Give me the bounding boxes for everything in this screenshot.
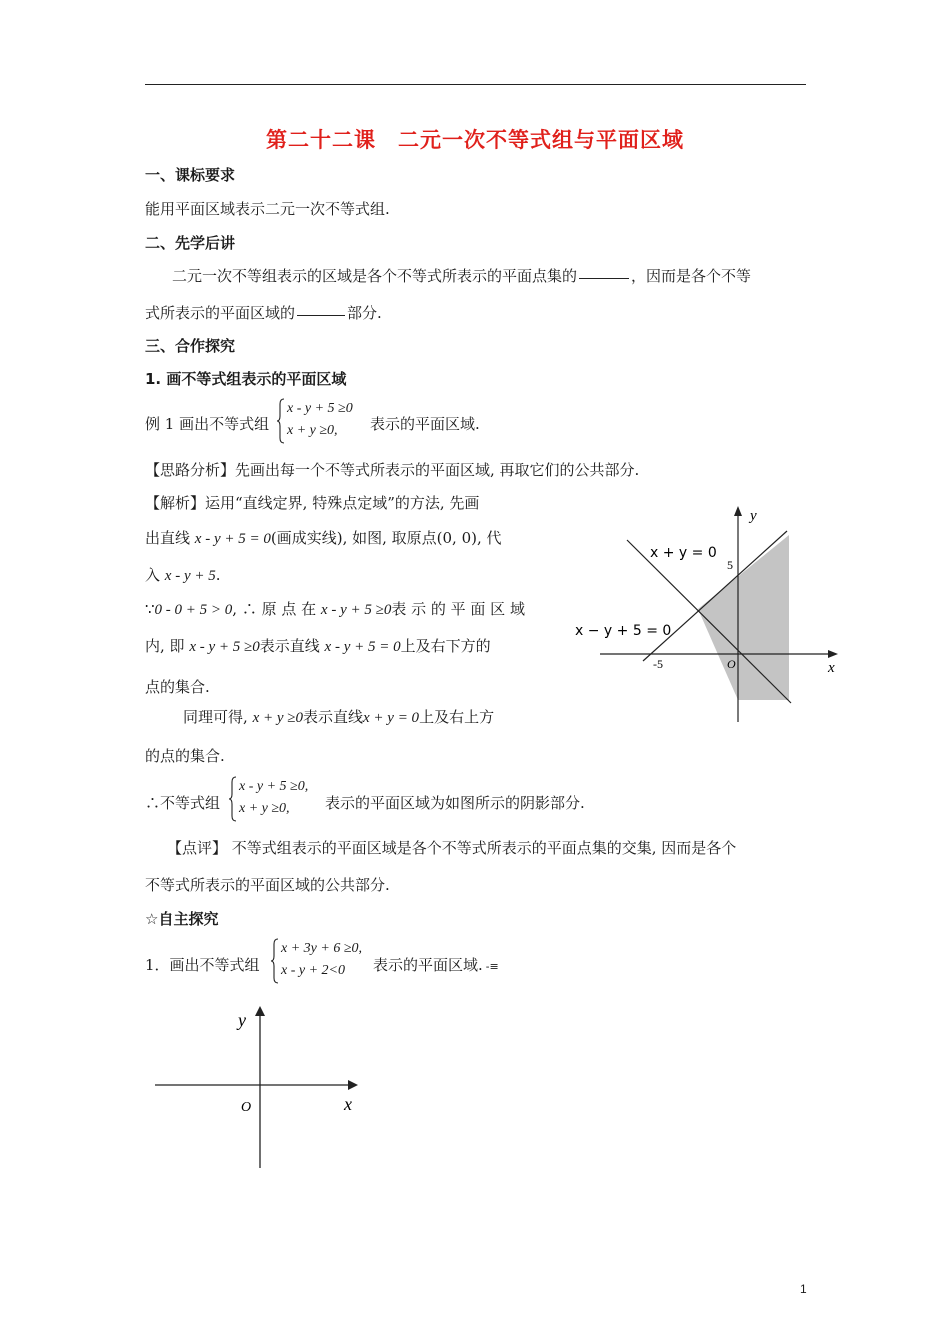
fig2-origin-label: O: [241, 1100, 252, 1115]
sol4-c: 表 示 的 平 面 区 域: [391, 600, 525, 618]
sol-line-3: [145, 564, 221, 585]
sol-line-7: [183, 706, 494, 727]
concl-prefix: ∴不等式组: [145, 794, 221, 812]
section-heading-1: 一、课标要求: [145, 166, 236, 184]
q1-suffix: [373, 954, 499, 975]
sol4-a: ∵: [145, 600, 155, 618]
fig1-line1-label: x + y = 0: [650, 545, 717, 561]
sol4-eq: 0 - 0 + 5 > 0: [154, 602, 233, 618]
ex1-brace: [276, 398, 286, 444]
ex1-suffix: 表示的平面区域.: [370, 415, 480, 433]
ex1-system: [287, 398, 353, 442]
q1-brace: [270, 938, 280, 984]
fig2-x-arrow: [348, 1080, 358, 1090]
figure-2-axes[interactable]: [150, 1000, 370, 1175]
review-line-2: 不等式所表示的平面区域的公共部分.: [145, 876, 390, 894]
ex1-prefix: 例 1 画出不等式组: [145, 415, 270, 433]
ex1-ineq-1: x - y + 5 ≥0: [287, 401, 353, 416]
sol2-b: (画成实线), 如图, 取原点(0, 0), 代: [270, 529, 502, 547]
figure-1: [570, 500, 840, 725]
q1-suffix-text: 表示的平面区域.: [373, 956, 483, 974]
s2-line1-a: 二元一次不等组表示的区域是各个不等式所表示的平面点集的: [172, 267, 578, 285]
s2-line1: [172, 265, 751, 286]
header-rule: [145, 84, 806, 85]
section-heading-3: 三、合作探究: [145, 337, 236, 355]
sol7-c: 上及右上方: [419, 708, 495, 726]
ex1-ineq-2: x + y ≥0,: [287, 423, 338, 438]
fig1-origin-label: O: [727, 657, 736, 671]
s2-line2-b: 部分.: [347, 304, 382, 322]
concl-ineq-1: x - y + 5 ≥0,: [239, 779, 309, 794]
fig1-y-arrow: [734, 506, 742, 516]
s2-line2: [145, 302, 382, 323]
sol-line-4: [145, 598, 525, 619]
sol-line-1: 【解析】运用“直线定界, 特殊点定域”的方法, 先画: [145, 494, 480, 512]
q1-ineq-1: x + 3y + 6 ≥0,: [281, 941, 363, 956]
fig2-y-label: y: [238, 1010, 246, 1030]
q1-mark: -≡: [485, 960, 499, 973]
sol5-eq: x - y + 5 ≥0: [189, 639, 260, 655]
sol4-b: , ∴ 原 点 在: [232, 600, 317, 618]
concl-system: [239, 776, 308, 820]
sol3-eq: x - y + 5: [164, 568, 216, 584]
fig1-tick-minus5: -5: [653, 657, 663, 671]
fig1-x-label: x: [828, 660, 835, 676]
concl-suffix: 表示的平面区域为如图所示的阴影部分.: [325, 794, 585, 812]
blank-2[interactable]: [297, 314, 345, 316]
sol7-a: 同理可得,: [183, 708, 248, 726]
sol2-eq: x - y + 5 = 0: [194, 531, 271, 547]
concl-ineq-2: x + y ≥0,: [239, 801, 290, 816]
sol-line-6: 点的集合.: [145, 678, 210, 696]
q1-system: [281, 938, 362, 982]
q1-ineq-2: x - y + 2<0: [281, 963, 345, 978]
fig1-x-arrow: [828, 650, 838, 658]
sol5-a: 内, 即: [145, 637, 185, 655]
page-title: 第二十二课 二元一次不等式组与平面区域: [266, 128, 684, 152]
s1-text: 能用平面区域表示二元一次不等式组.: [145, 200, 390, 218]
self-heading: ☆自主探究: [145, 910, 219, 928]
sol7-eq2: x + y = 0: [363, 710, 420, 726]
s2-line1-b: ，因而是各个不等: [631, 267, 752, 285]
analysis: 【思路分析】先画出每一个不等式所表示的平面区域, 再取它们的公共部分.: [145, 461, 640, 479]
q1-prefix: 1．画出不等式组: [145, 956, 260, 974]
blank-1[interactable]: [579, 277, 629, 279]
sol-line-2: [145, 527, 502, 548]
concl-brace: [228, 776, 238, 822]
fig2-x-label: x: [344, 1094, 352, 1114]
sol5-c: 上及右下方的: [400, 637, 491, 655]
page-number: 1: [800, 1282, 807, 1296]
fig2-y-arrow: [255, 1006, 265, 1016]
sol5-eq2: x - y + 5 = 0: [324, 639, 401, 655]
sol3-b: .: [215, 566, 221, 584]
sol-line-5: [145, 635, 491, 656]
sol7-eq: x + y ≥0: [252, 710, 303, 726]
fig1-tick-5: 5: [727, 558, 733, 572]
section-heading-2: 二、先学后讲: [145, 234, 236, 252]
sol3-a: 入: [145, 566, 161, 584]
sol4-eq2: x - y + 5 ≥0: [320, 602, 392, 618]
sol-line-8: 的点的集合.: [145, 747, 225, 765]
fig1-y-label: y: [750, 508, 757, 524]
review-line-1: 【点评】 不等式组表示的平面区域是各个不等式所表示的平面点集的交集, 因而是各个: [167, 839, 737, 857]
subheading-1: 1. 画不等式组表示的平面区域: [145, 370, 347, 388]
fig1-line2-label: x − y + 5 = 0: [575, 623, 672, 639]
sol7-b: 表示直线: [302, 708, 363, 726]
s2-line2-a: 式所表示的平面区域的: [145, 304, 296, 322]
sol2-a: 出直线: [145, 529, 191, 547]
sol5-b: 表示直线: [259, 637, 320, 655]
